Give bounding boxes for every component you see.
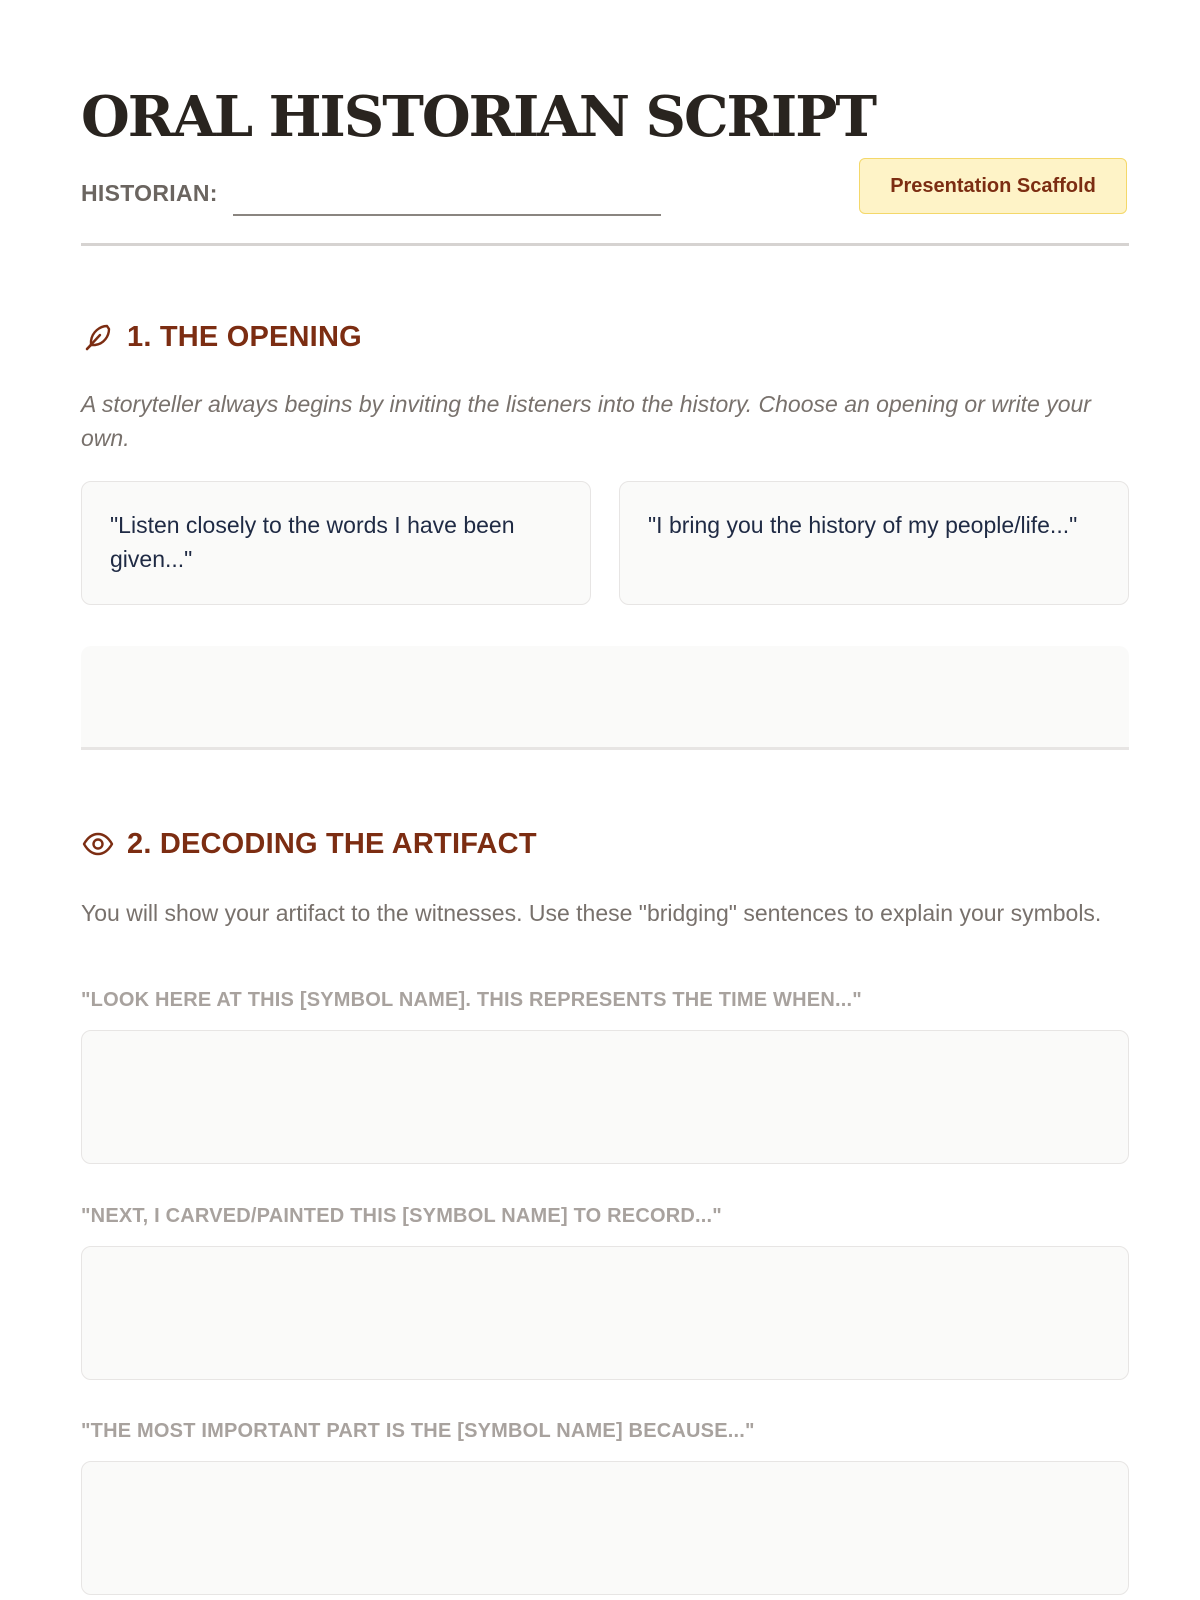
section-opening-title: 1. THE OPENING [127,320,362,353]
opening-option-1[interactable]: "Listen closely to the words I have been given..." [81,481,591,605]
section-opening-heading [81,317,362,357]
historian-row [81,176,781,216]
section-artifact-heading [81,824,537,864]
presentation-scaffold-badge: Presentation Scaffold [859,158,1127,214]
bridge-prompt-1-label: "LOOK HERE AT THIS [SYMBOL NAME]. THIS REPRESENTS THE TIME WHEN..." [81,989,862,1011]
opening-option-2[interactable]: "I bring you the history of my people/life..." [619,481,1129,605]
historian-label: HISTORIAN: [81,180,218,206]
header-divider [81,243,1129,246]
page-title: ORAL HISTORIAN SCRIPT [81,84,876,150]
historian-name-input[interactable] [233,214,661,216]
eye-icon [81,827,115,861]
bridge-prompt-2-input[interactable] [81,1246,1129,1380]
section-opening-intro: A storyteller always begins by inviting the listeners into the history. Choose an opening or write your own. [81,391,1091,451]
bridge-prompt-3-input[interactable] [81,1461,1129,1595]
section-artifact-title: 2. DECODING THE ARTIFACT [127,827,537,860]
section-artifact-intro: You will show your artifact to the witnesses. Use these "bridging" sentences to explain your symbols. [81,900,1102,926]
bridge-prompt-3-label: "THE MOST IMPORTANT PART IS THE [SYMBOL NAME] BECAUSE..." [81,1420,755,1442]
feather-pen-icon [81,320,115,354]
bridge-prompt-2-label: "NEXT, I CARVED/PAINTED THIS [SYMBOL NAME] TO RECORD..." [81,1205,722,1227]
opening-response-input[interactable] [81,646,1129,750]
bridge-prompt-1-input[interactable] [81,1030,1129,1164]
